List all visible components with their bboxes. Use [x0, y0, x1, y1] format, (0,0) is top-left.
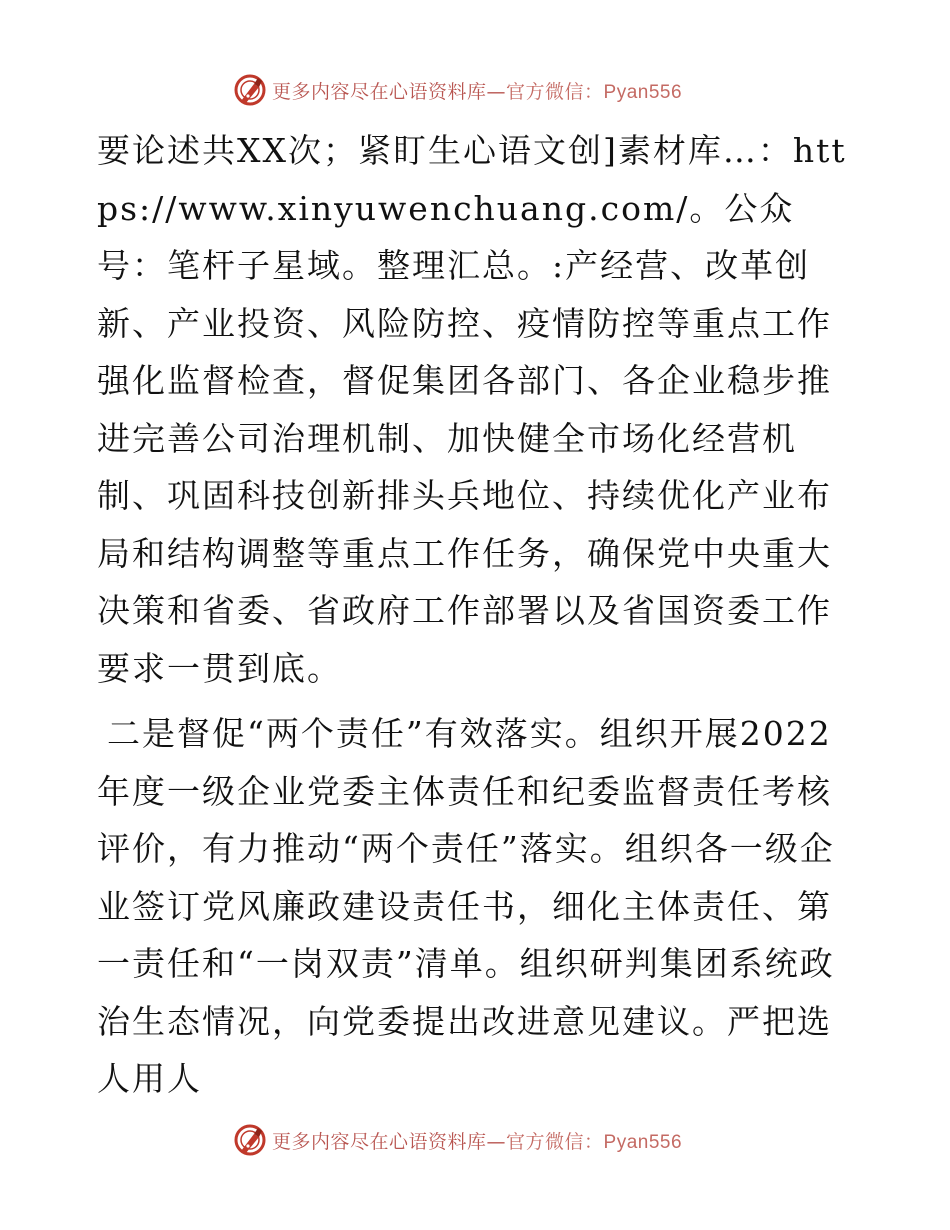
- watermark-dash: —: [486, 80, 507, 103]
- document-body: [97, 122, 857, 1108]
- watermark-wechat: 官方微信：: [506, 1130, 604, 1153]
- header-watermark-banner: [232, 70, 752, 110]
- watermark-text: [272, 77, 682, 104]
- watermark-text: [272, 1127, 682, 1154]
- pen-nib-logo-icon: [232, 1122, 268, 1158]
- watermark-wechat-id: Pyan556: [603, 81, 683, 103]
- watermark-wechat: 官方微信：: [506, 80, 604, 103]
- watermark-main: 更多内容尽在心语资料库: [272, 1130, 487, 1153]
- watermark-main: 更多内容尽在心语资料库: [272, 80, 487, 103]
- pen-nib-logo-icon: [232, 72, 268, 108]
- watermark-wechat-id: Pyan556: [603, 1131, 683, 1153]
- paragraph-1: 要论述共XX次；紧盯生心语文创]素材库…：https://www.xinyuwenchuang.com/。公众号：笔杆子星域。整理汇总。:产经营、改革创新、产业投资、风险防控、疫情防控等重点工作强化监督检查，督促集团各部门、各企业稳步推进完善公司治理机制、加快健全市场化经营机制、巩固科技创新排头兵地位、持续优化产业布局和结构调整等重点工作任务，确保党中央重大决策和省委、省政府工作部署以及省国资委工作要求一贯到底。: [97, 131, 847, 688]
- paragraph-2: 二是督促“两个责任”有效落实。组织开展2022年度一级企业党委主体责任和纪委监督责任考核评价，有力推动“两个责任”落实。组织各一级企业签订党风廉政建设责任书，细化主体责任、第一责任和“一岗双责”清单。组织研判集团系统政治生态情况，向党委提出改进意见建议。严把选人用人: [97, 714, 835, 1098]
- watermark-dash: —: [486, 1130, 507, 1153]
- footer-watermark-banner: [232, 1120, 752, 1160]
